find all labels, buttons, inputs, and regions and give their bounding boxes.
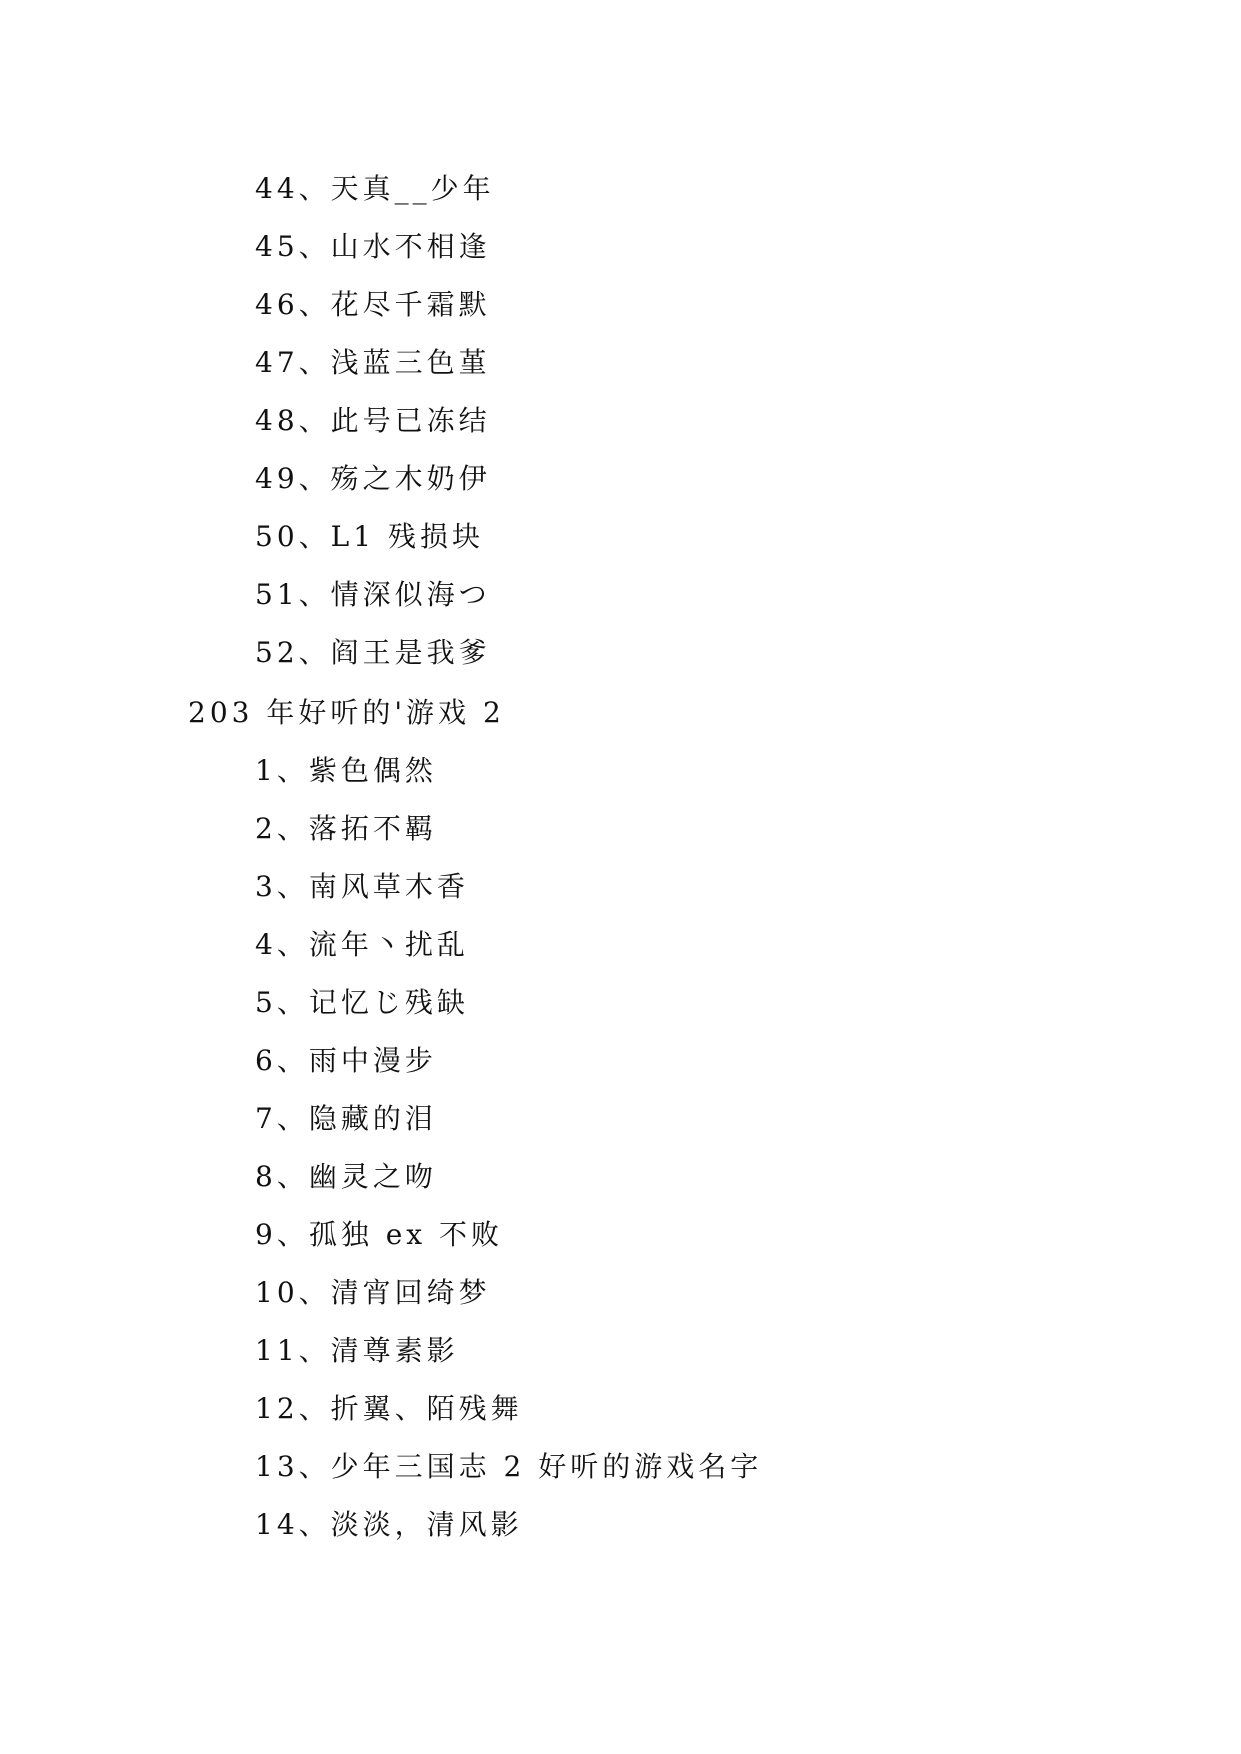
list-item: 9、孤独 ex 不败 xyxy=(255,1218,503,1251)
list-item: 1、紫色偶然 xyxy=(255,754,437,787)
list-item: 52、阎王是我爹 xyxy=(255,636,491,669)
list-item: 2、落拓不羁 xyxy=(255,812,437,845)
list-item: 7、隐藏的泪 xyxy=(255,1102,437,1135)
list-item: 14、淡淡，清风影 xyxy=(255,1508,523,1541)
list-item: 10、清宵回绮梦 xyxy=(255,1276,491,1309)
list-item: 11、清尊素影 xyxy=(255,1334,459,1367)
list-item: 51、情深似海つ xyxy=(255,578,491,611)
section-heading: 203 年好听的'游戏 2 xyxy=(188,696,505,729)
list-item: 46、花尽千霜默 xyxy=(255,288,491,321)
name-list-continued xyxy=(255,160,495,682)
list-item: 44、天真__少年 xyxy=(255,172,495,205)
list-item: 4、流年丶扰乱 xyxy=(255,928,469,961)
name-list-section-2 xyxy=(255,742,762,1554)
list-item: 13、少年三国志 2 好听的游戏名字 xyxy=(255,1450,763,1483)
list-item: 5、记忆じ残缺 xyxy=(255,986,469,1019)
list-item: 48、此号已冻结 xyxy=(255,404,491,437)
list-item: 6、雨中漫步 xyxy=(255,1044,437,1077)
list-item: 50、L1 残损块 xyxy=(255,520,484,553)
list-item: 47、浅蓝三色堇 xyxy=(255,346,491,379)
list-item: 3、南风草木香 xyxy=(255,870,469,903)
list-item: 8、幽灵之吻 xyxy=(255,1160,437,1193)
list-item: 49、殇之木奶伊 xyxy=(255,462,491,495)
list-item: 45、山水不相逢 xyxy=(255,230,491,263)
list-item: 12、折翼、陌残舞 xyxy=(255,1392,523,1425)
